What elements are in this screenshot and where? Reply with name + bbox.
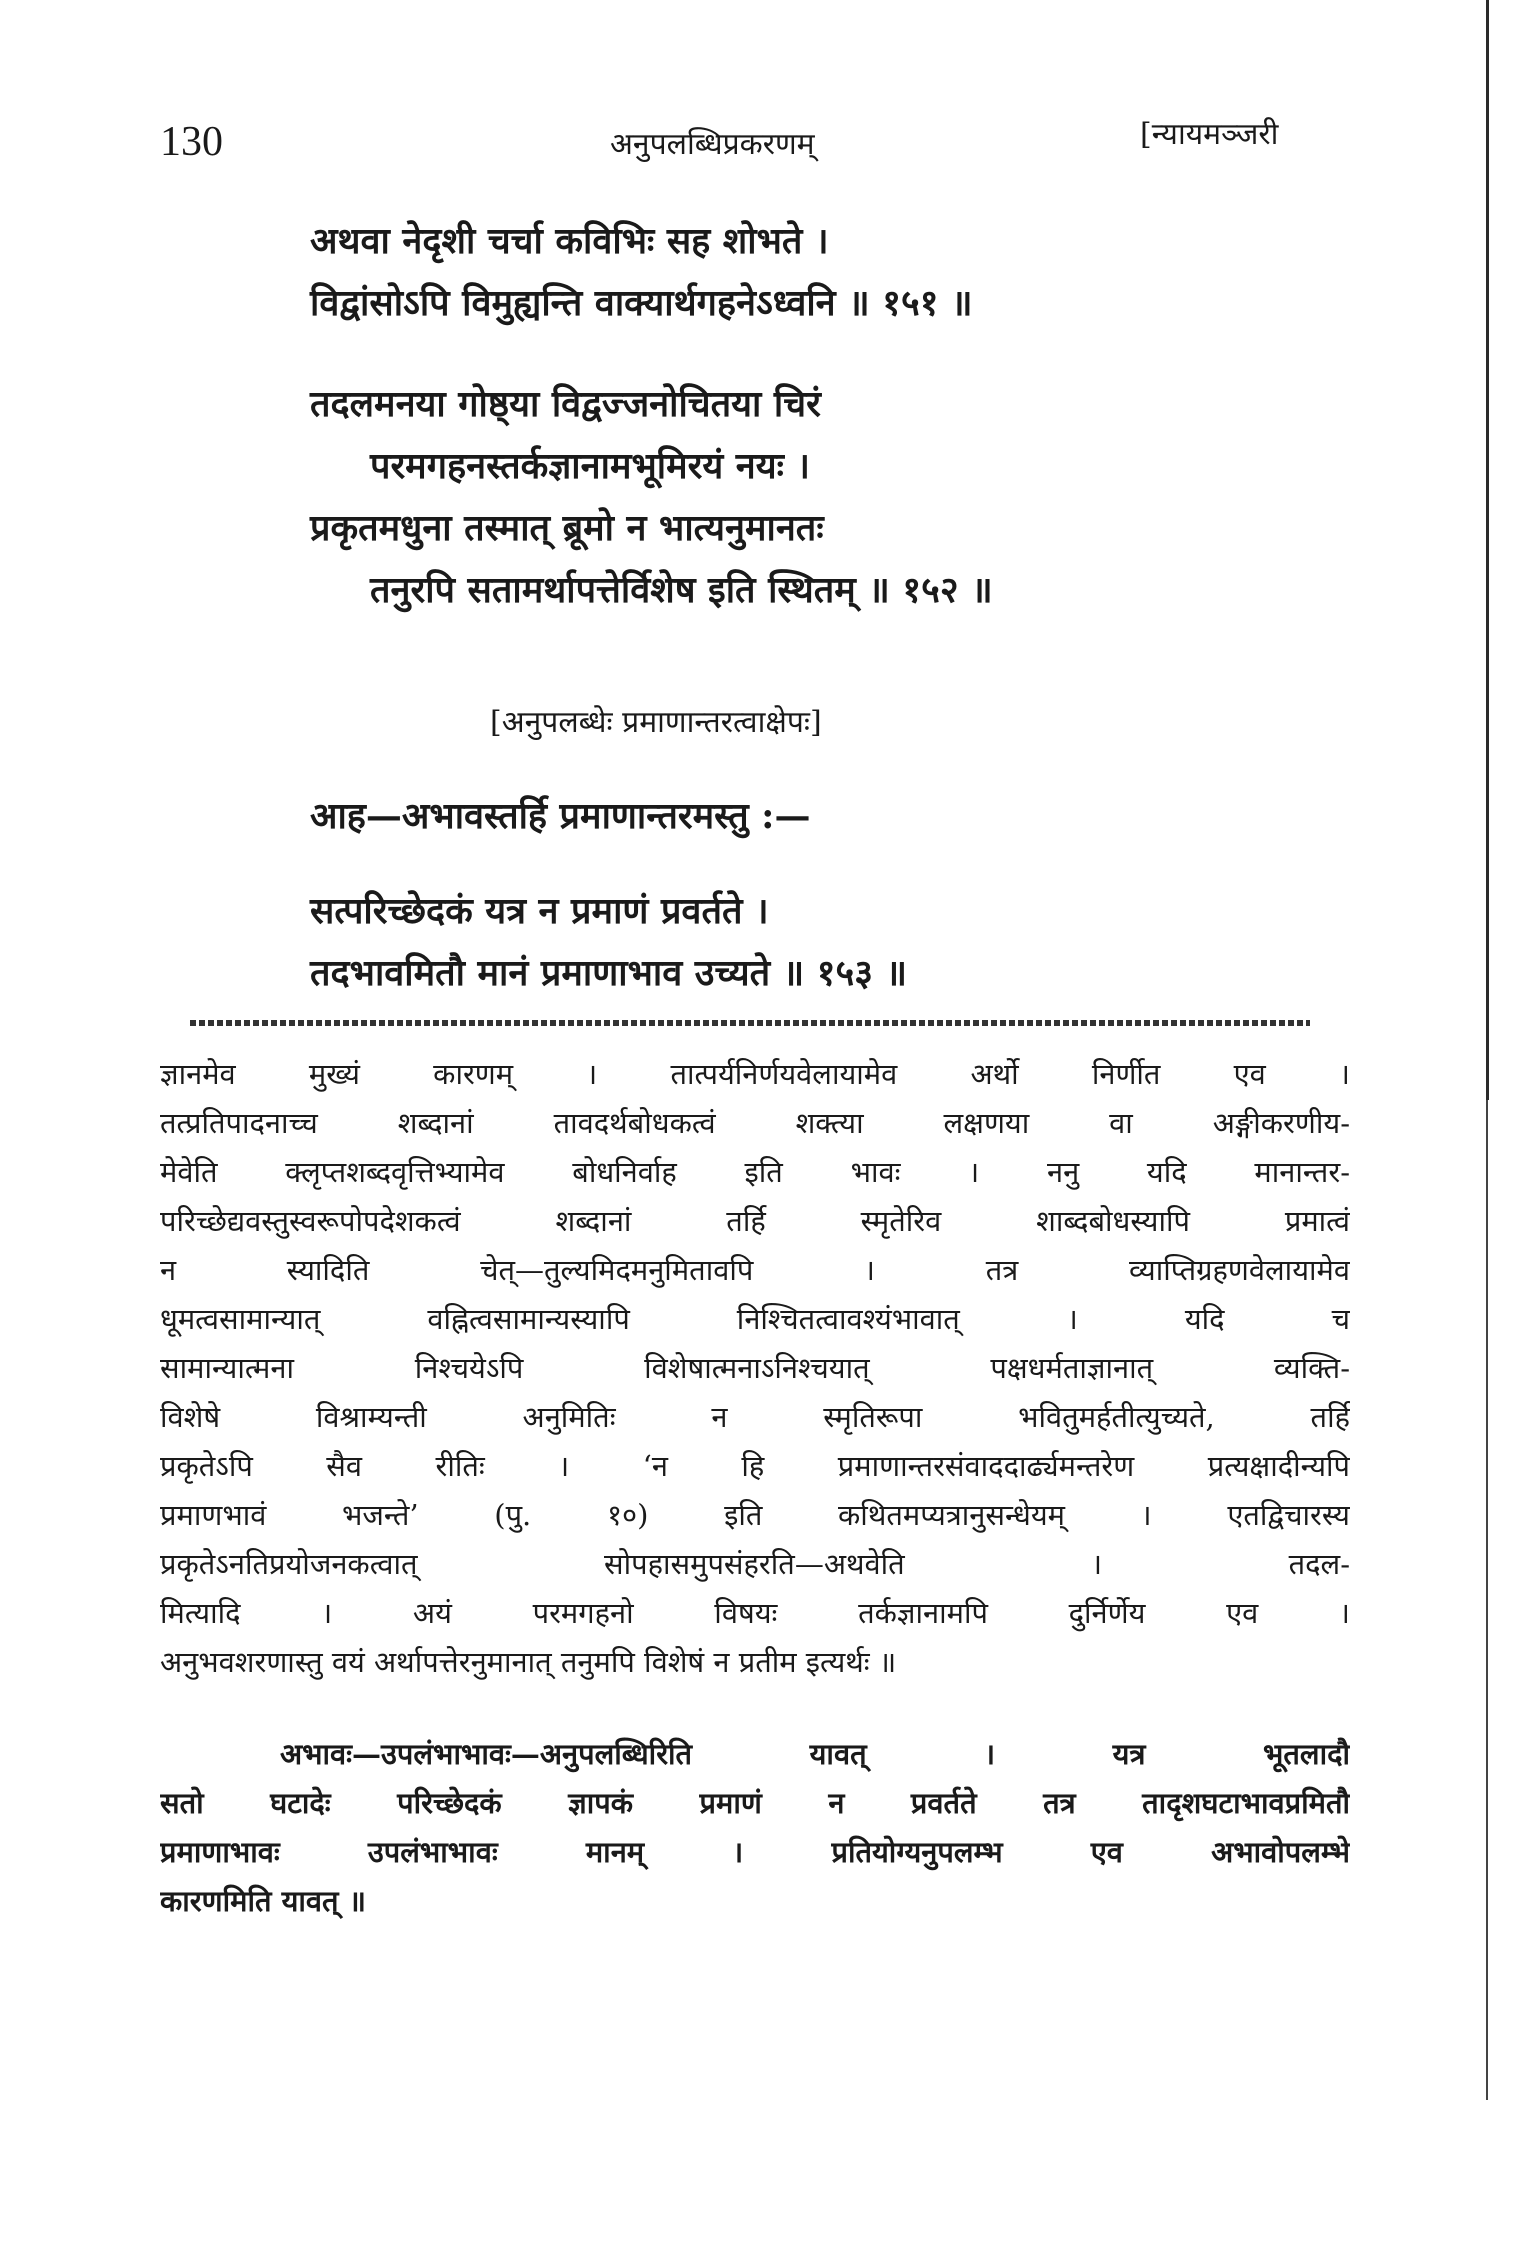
separator-rule — [190, 1020, 1310, 1026]
section-heading: [अनुपलब्धेः प्रमाणान्तरत्वाक्षेपः] — [490, 705, 822, 740]
commentary-line: प्रकृतेऽनतिप्रयोजनकत्वात् सोपहासमुपसंहरति—अथवेति । तदल- — [160, 1547, 1350, 1581]
commentary-line: प्रमाणभावं भजन्ते’ (पु. १०) इति कथितमप्यत्रानुसन्धेयम् । एतद्विचारस्य — [160, 1498, 1350, 1532]
page-edge-line-lower — [1486, 1100, 1488, 2100]
verse-line: परमगहनस्तर्कज्ञानामभूमिरयं नयः । — [370, 445, 811, 487]
verse-line: प्रकृतमधुना तस्मात् ब्रूमो न भात्यनुमानतः — [310, 507, 824, 549]
commentary-line: प्रकृतेऽपि सैव रीतिः । ‘न हि प्रमाणान्तरसंवाददार्ढ्यमन्तरेण प्रत्यक्षादीन्यपि — [160, 1449, 1350, 1483]
page-header — [0, 0, 1513, 180]
verse-line: तनुरपि सतामर्थापत्तेर्विशेष इति स्थितम् ॥ १५२ ॥ — [370, 569, 993, 611]
page-number: 130 — [160, 119, 223, 165]
commentary-line: विशेषे विश्राम्यन्ती अनुमितिः न स्मृतिरूपा भवितुमर्हतीत्युच्यते, तर्हि — [160, 1400, 1350, 1434]
verse-line: अथवा नेदृशी चर्चा कविभिः सह शोभते । — [310, 220, 829, 262]
page-edge-line — [1486, 0, 1489, 1100]
commentary-line: सतो घटादेः परिच्छेदकं ज्ञापकं प्रमाणं न प्रवर्तते तत्र तादृशघटाभावप्रमितौ — [160, 1786, 1350, 1820]
verse-line: सत्परिच्छेदकं यत्र न प्रमाणं प्रवर्तते । — [310, 890, 769, 932]
commentary-line: अभावः—उपलंभाभावः—अनुपलब्धिरिति यावत् । यत्र भूतलादौ — [280, 1737, 1350, 1771]
intro-line: आह—अभावस्तर्हि प्रमाणान्तरमस्तु :— — [310, 795, 811, 837]
commentary-line: सामान्यात्मना निश्चयेऽपि विशेषात्मनाऽनिश्चयात् पक्षधर्मताज्ञानात् व्यक्ति- — [160, 1351, 1350, 1385]
commentary-line: तत्प्रतिपादनाच्च शब्दानां तावदर्थबोधकत्वं शक्त्या लक्षणया वा अङ्गीकरणीय- — [160, 1106, 1350, 1140]
commentary-line: परिच्छेद्यवस्तुस्वरूपोपदेशकत्वं शब्दानां तर्हि स्मृतेरिव शाब्दबोधस्यापि प्रमात्वं — [160, 1204, 1350, 1238]
commentary-line: मित्यादि । अयं परमगहनो विषयः तर्कज्ञानामपि दुर्निर्णेय एव । — [160, 1596, 1350, 1630]
commentary-block-1 — [160, 1050, 1350, 1687]
commentary-line: प्रमाणाभावः उपलंभाभावः मानम् । प्रतियोग्यनुपलम्भ एव अभावोपलम्भे — [160, 1835, 1350, 1869]
running-head: अनुपलब्धिप्रकरणम् — [610, 127, 815, 162]
work-title: [न्यायमञ्जरी — [1140, 117, 1279, 152]
commentary-line: कारणमिति यावत् ॥ — [160, 1884, 367, 1918]
commentary-line: ज्ञानमेव मुख्यं कारणम् । तात्पर्यनिर्णयवेलायामेव अर्थो निर्णीत एव । — [160, 1057, 1350, 1091]
commentary-line: मेवेति क्लृप्तशब्दवृत्तिभ्यामेव बोधनिर्वाह इति भावः । ननु यदि मानान्तर- — [160, 1155, 1350, 1189]
verse-line: विद्वांसोऽपि विमुह्यन्ति वाक्यार्थगहनेऽध्वनि ॥ १५१ ॥ — [310, 282, 973, 324]
commentary-block-2 — [160, 1730, 1350, 1926]
commentary-line: न स्यादिति चेत्—तुल्यमिदमनुमितावपि । तत्र व्याप्तिग्रहणवेलायामेव — [160, 1253, 1350, 1287]
verse-line: तदलमनया गोष्ठ्या विद्वज्जनोचितया चिरं — [310, 383, 821, 425]
commentary-line: अनुभवशरणास्तु वयं अर्थापत्तेरनुमानात् तनुमपि विशेषं न प्रतीम इत्यर्थः ॥ — [160, 1645, 897, 1679]
verse-line: तदभावमितौ मानं प्रमाणाभाव उच्यते ॥ १५३ ॥ — [310, 952, 908, 994]
commentary-line: धूमत्वसामान्यात् वह्नित्वसामान्यस्यापि निश्चितत्वावश्यंभावात् । यदि च — [160, 1302, 1350, 1336]
